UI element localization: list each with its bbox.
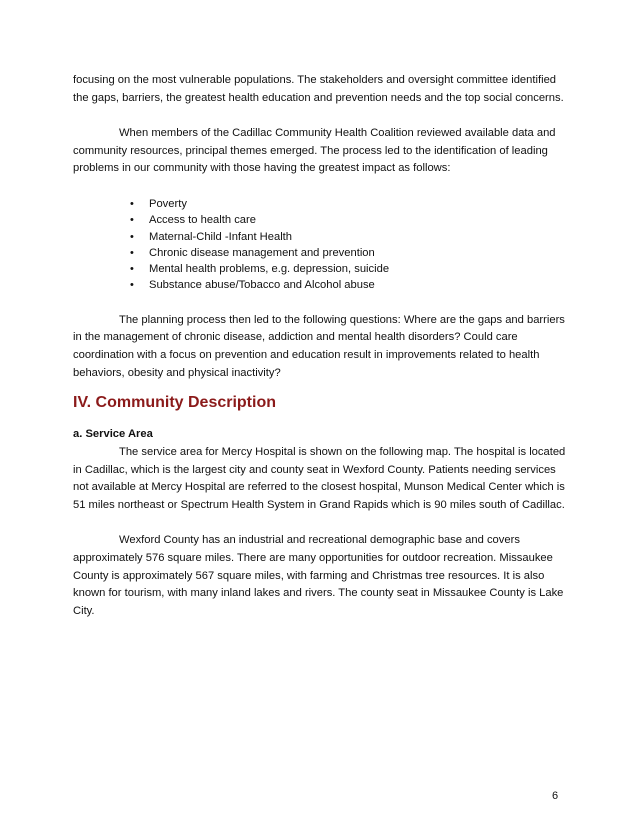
list-item: • Mental health problems, e.g. depression, suicide: [73, 261, 569, 277]
list-item: • Maternal-Child -Infant Health: [73, 229, 569, 245]
bullet-icon: •: [130, 279, 134, 292]
page-number: 6: [552, 790, 559, 802]
paragraph-service-area: The service area for Mercy Hospital is shown on the following map. The hospital is located in Cadillac, which is the largest city and county seat in Wexford County. Patients needing services not available at Mercy Hospital are referred to the closest hospital, Munson Medical Center which is 51 miles northeast or Spectrum Health System in Grand Rapids which is 90 miles south of Cadillac.: [73, 445, 566, 511]
paragraph-coalition-review: When members of the Cadillac Community Health Coalition reviewed available data and community resources, principal themes emerged. The process led to the identification of leading problems in our community with those having the greatest impact as follows:: [73, 127, 556, 175]
subheading-service-area: a. Service Area: [73, 428, 153, 441]
list-item: • Substance abuse/Tobacco and Alcohol abuse: [73, 277, 569, 293]
list-item: • Access to health care: [73, 212, 569, 228]
bullet-icon: •: [130, 197, 134, 210]
paragraph-stakeholders: focusing on the most vulnerable populations. The stakeholders and oversight committee identified the gaps, barriers, the greatest health education and prevention needs and the top social concerns.: [73, 74, 564, 104]
leading-problems-list: [73, 196, 569, 294]
bullet-icon: •: [130, 230, 134, 243]
paragraph-planning-questions: The planning process then led to the following questions: Where are the gaps and barriers in the management of chronic disease, addiction and mental health disorders? Could care coordination with a focus on prevention and education result in improvements related to health behaviors, obesity and physical inactivity?: [73, 313, 565, 379]
bullet-icon: •: [130, 214, 134, 227]
section-heading: IV. Community Description: [73, 394, 276, 412]
page-content: [73, 72, 569, 620]
list-item: • Poverty: [73, 196, 569, 212]
list-item: • Chronic disease management and prevention: [73, 245, 569, 261]
paragraph-wexford-county: Wexford County has an industrial and recreational demographic base and covers approximately 576 square miles. There are many opportunities for outdoor recreation. Missaukee County is approximately 567 square miles, with farming and Christmas tree resources. It is also known for tourism, with many inland lakes and rivers. The county seat in Missaukee County is Lake City.: [73, 534, 564, 617]
bullet-icon: •: [130, 263, 134, 276]
bullet-icon: •: [130, 246, 134, 259]
